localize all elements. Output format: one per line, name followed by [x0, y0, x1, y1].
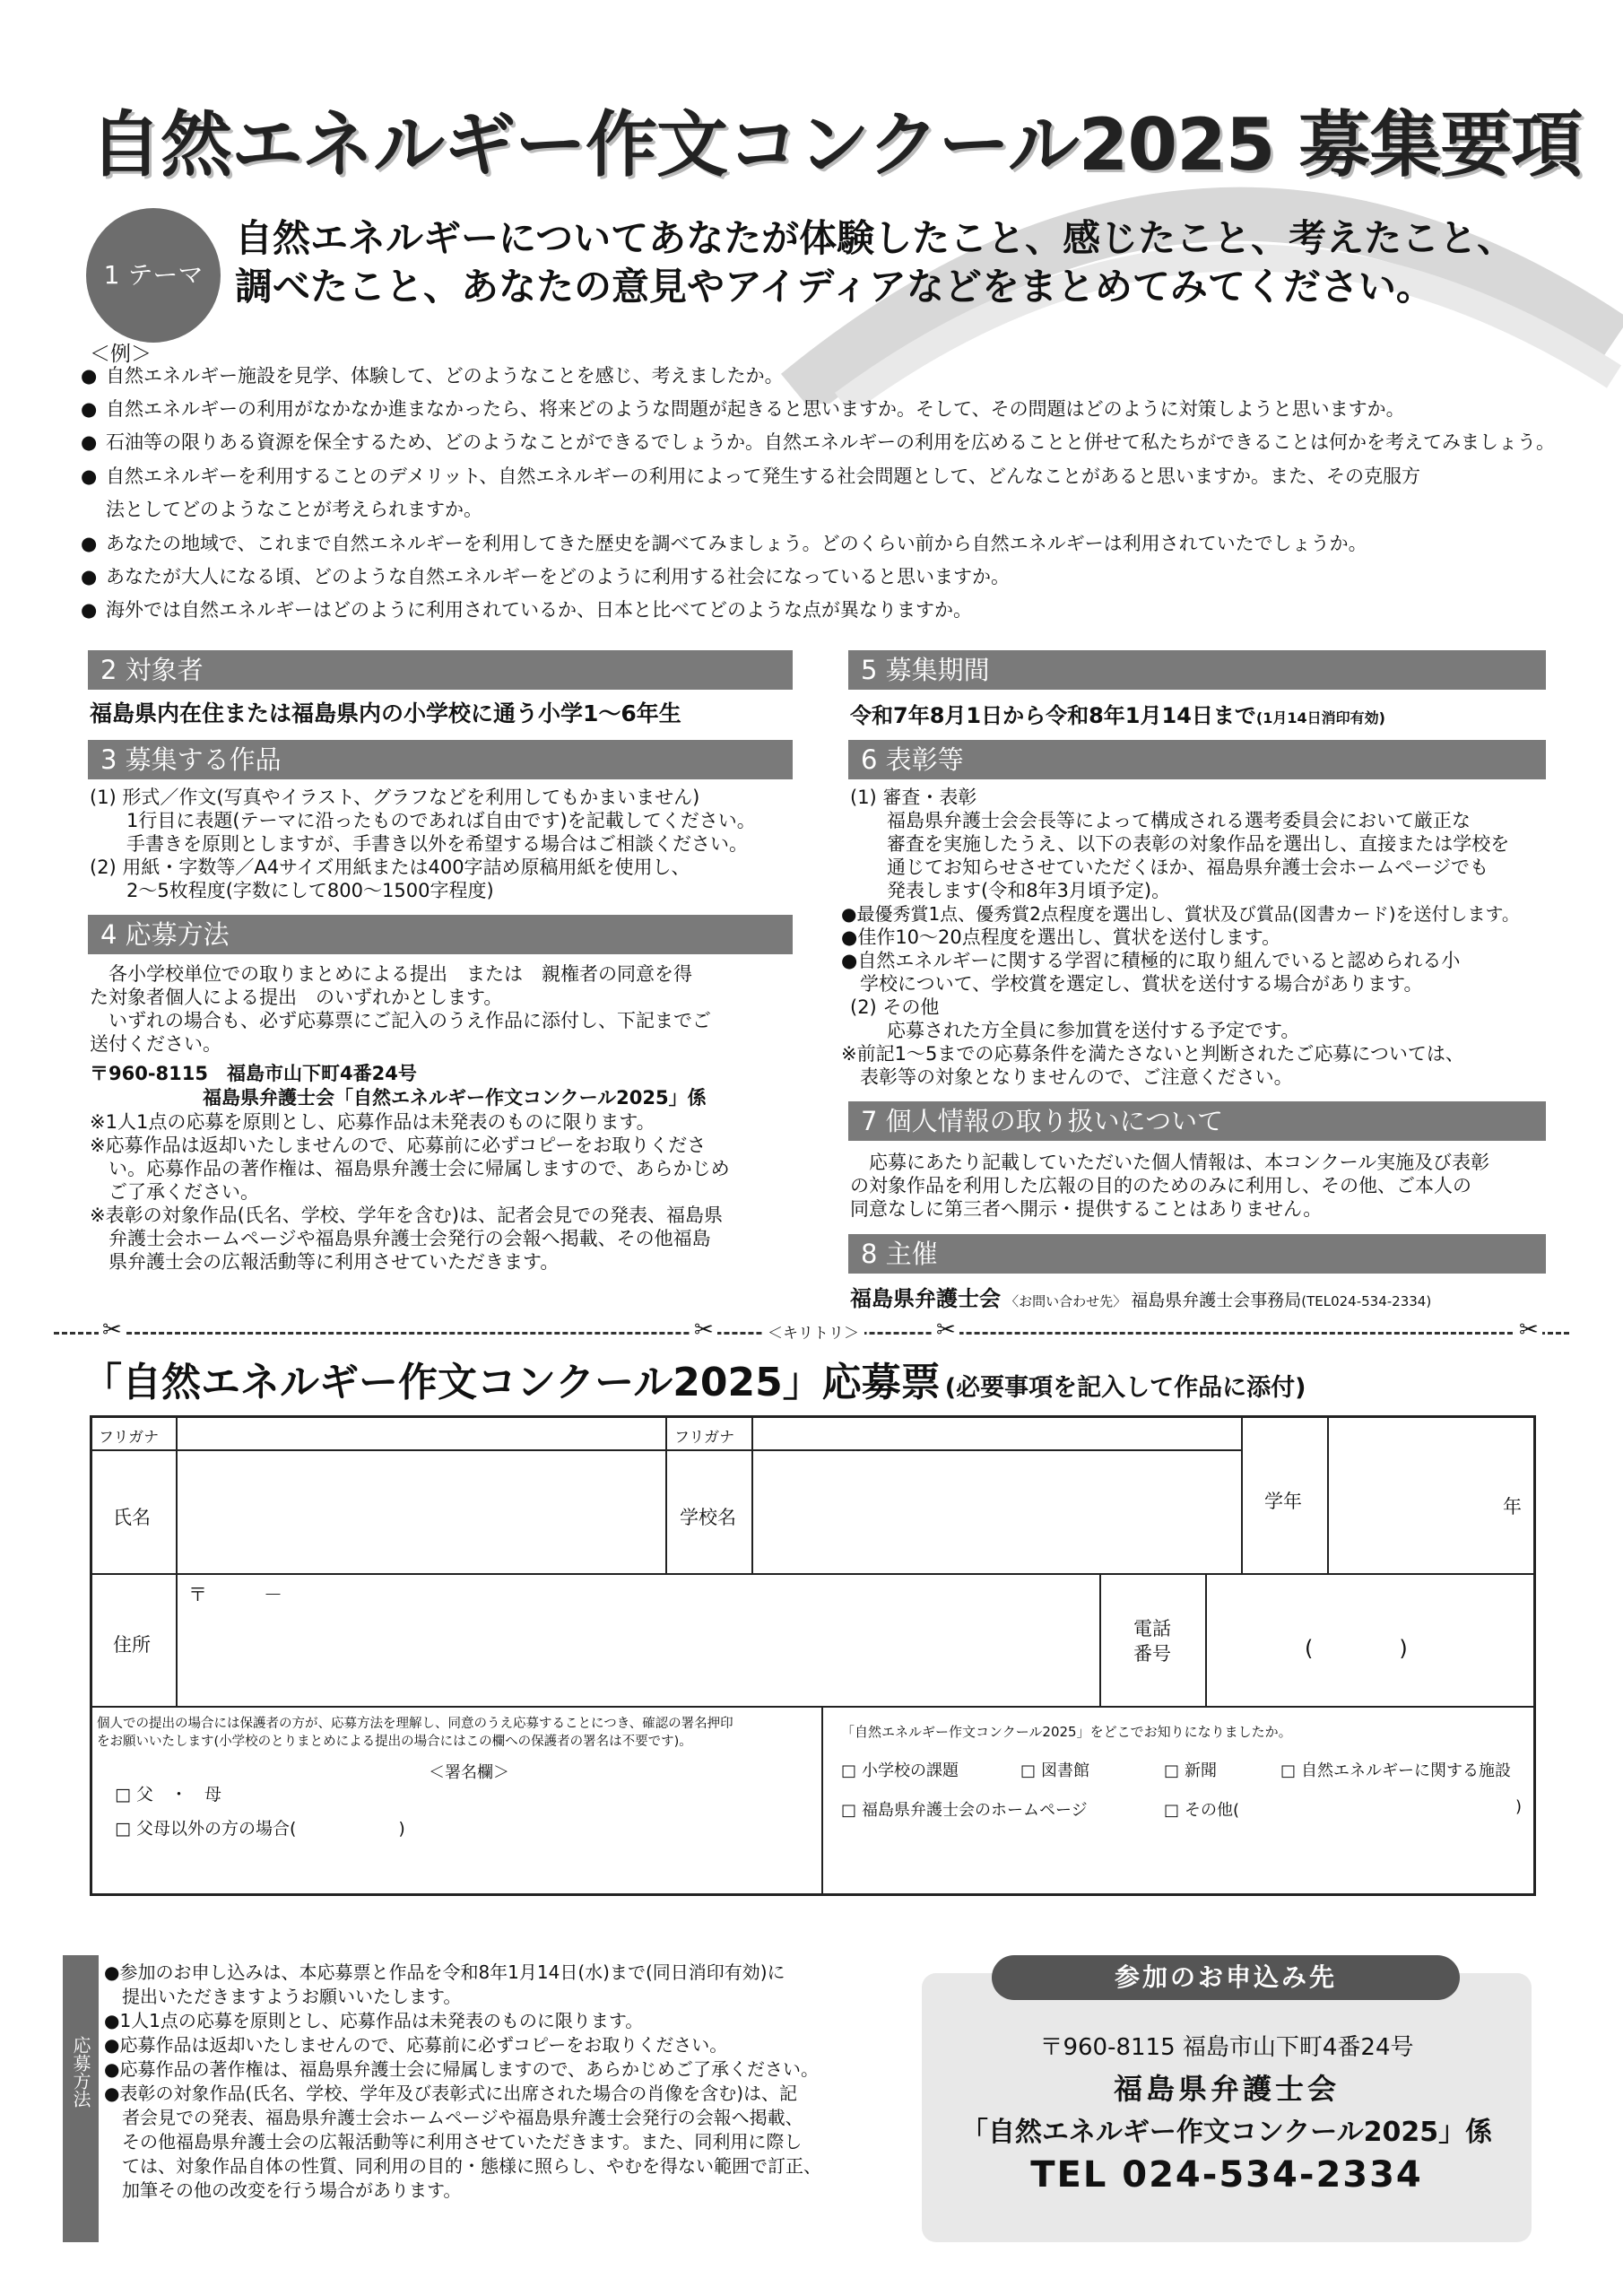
section-6-line: ●佳作10～20点程度を選出し、賞状を送付します。 [841, 926, 1281, 948]
apply-org: 福島県弁護士会 [1113, 2072, 1340, 2106]
apply-header [992, 1955, 1460, 2000]
section-4-line: 県弁護士会の広報活動等に利用させていただきます。 [90, 1251, 560, 1273]
example-item: ● 海外では自然エネルギーはどのように利用されているか、日本と比べてどのような点が異なりますか。 [81, 599, 972, 621]
section-6-line: ●自然エネルギーに関する学習に積極的に取り組んでいると認められる小 [841, 950, 1461, 971]
section-4-line: 弁護士会ホームページや福島県弁護士会発行の会報へ掲載、その他福島 [90, 1228, 711, 1249]
consent-note-2: をお願いいたします(小学校のとりまとめによる提出の場合にはこの欄への保護者の署名は不要です)。 [97, 1735, 692, 1749]
furigana-label: フリガナ [99, 1429, 160, 1447]
example-item: ● あなたが大人になる頃、どのような自然エネルギーをどのように利用する社会になっていると思いますか。 [81, 566, 1010, 587]
example-item: ● 自然エネルギーを利用することのデメリット、自然エネルギーの利用によって発生する社会問題として、どんなことがあると思いますか。また、その克服方 [81, 465, 1421, 487]
school-input[interactable] [751, 1449, 1243, 1575]
section-7-header: 7 個人情報の取り扱いについて [848, 1101, 1546, 1141]
contact-label: 〈お問い合わせ先〉 [1005, 1293, 1127, 1309]
example-item: ● 自然エネルギーの利用がなかなか進まなかったら、将来どのような問題が起きると思いますか。そして、その問題はどのように対策しようと思いますか。 [81, 398, 1405, 420]
address-input[interactable] [176, 1573, 1101, 1708]
bottom-line: その他福島県弁護士会の広報活動等に利用させていただきます。また、同利用に際し [104, 2131, 803, 2152]
theme-text-2: 調べたこと、あなたの意見やアイディアなどをまとめてみてください。 [235, 265, 1434, 309]
apply-dept: 「自然エネルギー作文コンクール2025」係 [960, 2117, 1493, 2148]
section-3-line: 手書きを原則としますが、手書き以外を希望する場合はご相談ください。 [108, 833, 748, 855]
section-4-line: 各小学校単位での取りまとめによる提出 または 親権者の同意を得 [90, 963, 692, 985]
scissors-icon: ✂ [933, 1317, 959, 1344]
section-6-line: (1) 審査・表彰 [850, 787, 977, 808]
contact-tel: (TEL024-534-2334) [1301, 1293, 1432, 1309]
bottom-line: ●参加のお申し込みは、本応募票と作品を令和8年1月14日(水)まで(同日消印有効)に [104, 1961, 785, 1983]
form-title-main: 「自然エネルギー作文コンクール2025」応募票 [82, 1360, 941, 1405]
source-library-checkbox[interactable]: □ 図書館 [1020, 1758, 1089, 1781]
section-7-line: 応募にあたり記載していただいた個人情報は、本コンクール実施及び表彰 [850, 1152, 1490, 1173]
signature-label: ＜署名欄＞ [429, 1763, 509, 1782]
section-4-line: ※表彰の対象作品(氏名、学校、学年を含む)は、記者会見での発表、福島県 [90, 1205, 723, 1226]
apply-header-label: 参加のお申込み先 [1114, 1962, 1337, 1992]
school-label: 学校名 [680, 1507, 736, 1528]
section-3-line: 1行目に表題(テーマに沿ったものであれば自由です)を記載してください。 [108, 810, 756, 831]
section-4-line: ※応募作品は返却いたしませんので、応募前に必ずコピーをお取りくださ [90, 1135, 707, 1156]
section-3-line: 2～5枚程度(字数にして800～1500字程度) [108, 880, 494, 901]
page-title: 自然エネルギー作文コンクール2025 募集要項 [90, 103, 1583, 187]
period-text: 令和7年8月1日から令和8年1月14日まで [850, 703, 1256, 728]
address-label: 住所 [113, 1634, 151, 1656]
bottom-line: 提出いただきますようお願いいたします。 [104, 1986, 462, 2007]
grade-unit: 年 [1503, 1496, 1522, 1518]
examples-label: ＜例＞ [90, 343, 152, 366]
signature-field[interactable] [359, 1758, 807, 1866]
bottom-line: 者会見での発表、福島県弁護士会ホームページや福島県弁護士会発行の会報へ掲載、 [104, 2107, 803, 2128]
source-question: 「自然エネルギー作文コンクール2025」をどこでお知りになりましたか。 [841, 1724, 1292, 1740]
section-6-line: ●最優秀賞1点、優秀賞2点程度を選出し、賞状及び賞品(図書カード)を送付します。 [841, 903, 1520, 925]
source-facility-checkbox[interactable]: □ 自然エネルギーに関する施設 [1280, 1758, 1511, 1781]
section-4-line: い。応募作品の著作権は、福島県弁護士会に帰属しますので、あらかじめ [90, 1158, 730, 1179]
section-6-line: 福島県弁護士会会長等によって構成される選考委員会において厳正な [868, 810, 1471, 831]
section-4-line: 福島県弁護士会「自然エネルギー作文コンクール2025」係 [90, 1087, 707, 1109]
grade-label: 学年 [1264, 1491, 1302, 1512]
form-title-sub: (必要事項を記入して作品に添付) [944, 1374, 1306, 1402]
apply-tel: TEL 024-534-2334 [1030, 2154, 1423, 2196]
section-5-body [850, 698, 1385, 729]
phone-label-1: 電話 [1133, 1618, 1171, 1639]
source-newspaper-checkbox[interactable]: □ 新聞 [1164, 1758, 1217, 1781]
section-8-body [850, 1281, 1431, 1312]
section-6-line: 通じてお知らせさせていただくほか、福島県弁護士会ホームページでも [868, 857, 1488, 878]
section-7-line: の対象作品を利用した広報の目的のためのみに利用し、その他、ご本人の [850, 1175, 1471, 1196]
section-6-header: 6 表彰等 [848, 740, 1546, 779]
phone-label-2: 番号 [1133, 1643, 1171, 1665]
side-label: 応募方法 [70, 2036, 91, 2108]
bottom-line: ては、対象作品自体の性質、同利用の目的・態様に照らし、やむを得ない範囲で訂正、 [104, 2155, 821, 2177]
parent-checkbox[interactable]: □ 父 ・ 母 [115, 1781, 221, 1805]
example-item: ● あなたの地域で、これまで自然エネルギーを利用してきた歴史を調べてみましょう。どのくらい前から自然エネルギーは利用されていたでしょうか。 [81, 533, 1367, 554]
name-label: 氏名 [113, 1507, 151, 1528]
section-4-line: ご了承ください。 [90, 1181, 259, 1203]
theme-badge [86, 208, 221, 343]
section-3-line: (1) 形式／作文(写真やイラスト、グラフなどを利用してもかまいません) [90, 787, 700, 808]
section-4-header: 4 応募方法 [88, 915, 793, 954]
bottom-line: ●1人1点の応募を原則とし、応募作品は未発表のものに限ります。 [104, 2010, 644, 2031]
example-item: ● 自然エネルギー施設を見学、体験して、どのようなことを感じ、考えましたか。 [81, 365, 784, 387]
apply-box [922, 1973, 1532, 2242]
source-other-checkbox[interactable]: □ その他( [1164, 1797, 1239, 1821]
section-3-line: (2) 用紙・字数等／A4サイズ用紙または400字詰め原稿用紙を使用し、 [90, 857, 690, 878]
section-4-line: いずれの場合も、必ず応募票にご記入のうえ作品に添付し、下記までご [90, 1010, 711, 1031]
name-furigana-input[interactable] [176, 1415, 667, 1451]
other-guardian-checkbox[interactable]: □ 父母以外の方の場合( ) [115, 1815, 405, 1839]
section-6-line: 学校について、学校賞を選定し、賞状を送付する場合があります。 [841, 973, 1423, 995]
bottom-line: ●表彰の対象作品(氏名、学校、学年及び表彰式に出席された場合の肖像を含む)は、記 [104, 2083, 798, 2104]
section-8-header: 8 主催 [848, 1234, 1546, 1274]
school-furigana-input[interactable] [751, 1415, 1243, 1451]
section-6-line: 審査を実施したうえ、以下の表彰の対象作品を選出し、直接または学校を [868, 833, 1510, 855]
section-4-line: 送付ください。 [90, 1033, 221, 1055]
scissors-icon: ✂ [99, 1317, 126, 1344]
apply-address: 〒960-8115 福島市山下町4番24号 [1039, 2034, 1414, 2061]
period-note: (1月14日消印有効) [1255, 709, 1385, 726]
scissors-icon: ✂ [1515, 1317, 1542, 1344]
section-6-line: 発表します(令和8年3月頃予定)。 [868, 880, 1171, 901]
section-4-line: 〒960-8115 福島市山下町4番24号 [90, 1063, 417, 1084]
section-5-header: 5 募集期間 [848, 650, 1546, 690]
contact-name: 福島県弁護士会事務局 [1131, 1291, 1302, 1310]
section-2-header: 2 対象者 [88, 650, 793, 690]
furigana-label: フリガナ [674, 1429, 735, 1447]
phone-parens: ( ) [1305, 1636, 1408, 1661]
bottom-line: ●応募作品は返却いたしませんので、応募前に必ずコピーをお取りください。 [104, 2034, 728, 2056]
source-school-checkbox[interactable]: □ 小学校の課題 [841, 1758, 959, 1781]
organizer-name: 福島県弁護士会 [850, 1286, 1001, 1311]
section-4-line: ※1人1点の応募を原則とし、応募作品は未発表のものに限ります。 [90, 1111, 655, 1133]
source-website-checkbox[interactable]: □ 福島県弁護士会のホームページ [841, 1797, 1088, 1821]
scissors-icon: ✂ [690, 1317, 717, 1344]
theme-text-1: 自然エネルギーについてあなたが体験したこと、感じたこと、考えたこと、 [235, 216, 1515, 260]
cut-label: ＜キリトリ＞ [762, 1320, 864, 1343]
section-6-line: 表彰等の対象となりませんので、ご注意ください。 [841, 1066, 1293, 1088]
consent-note-1: 個人での提出の場合には保護者の方が、応募方法を理解し、同意のうえ応募することにつき、確認の署名押印 [97, 1717, 733, 1731]
source-other-close: ) [1515, 1797, 1523, 1816]
bottom-line: 加筆その他の改変を行う場合があります。 [104, 2179, 462, 2201]
section-6-line: 応募された方全員に参加賞を送付する予定です。 [868, 1020, 1300, 1041]
theme-badge-label: 1 テーマ [103, 260, 204, 290]
section-6-line: ※前記1～5までの応募条件を満たさないと判断されたご応募については、 [841, 1043, 1464, 1065]
form-title [82, 1350, 1306, 1407]
example-item: ● 石油等の限りある資源を保全するため、どのようなことができるでしょうか。自然エネルギーの利用を広めることと併せて私たちができることは何かを考えてみましょう。 [81, 431, 1555, 453]
section-7-line: 同意なしに第三者へ開示・提供することはありません。 [850, 1198, 1323, 1220]
example-item-cont: 法としてどのようなことが考えられますか。 [106, 499, 482, 520]
postal-prefix: 〒 － [188, 1584, 282, 1605]
section-3-header: 3 募集する作品 [88, 740, 793, 779]
bottom-line: ●応募作品の著作権は、福島県弁護士会に帰属しますので、あらかじめご了承ください。 [104, 2058, 820, 2080]
section-2-body: 福島県内在住または福島県内の小学校に通う小学1～6年生 [90, 700, 681, 726]
name-input[interactable] [176, 1449, 667, 1575]
section-6-line: (2) その他 [850, 996, 940, 1018]
section-4-line: た対象者個人による提出 のいずれかとします。 [90, 987, 503, 1008]
